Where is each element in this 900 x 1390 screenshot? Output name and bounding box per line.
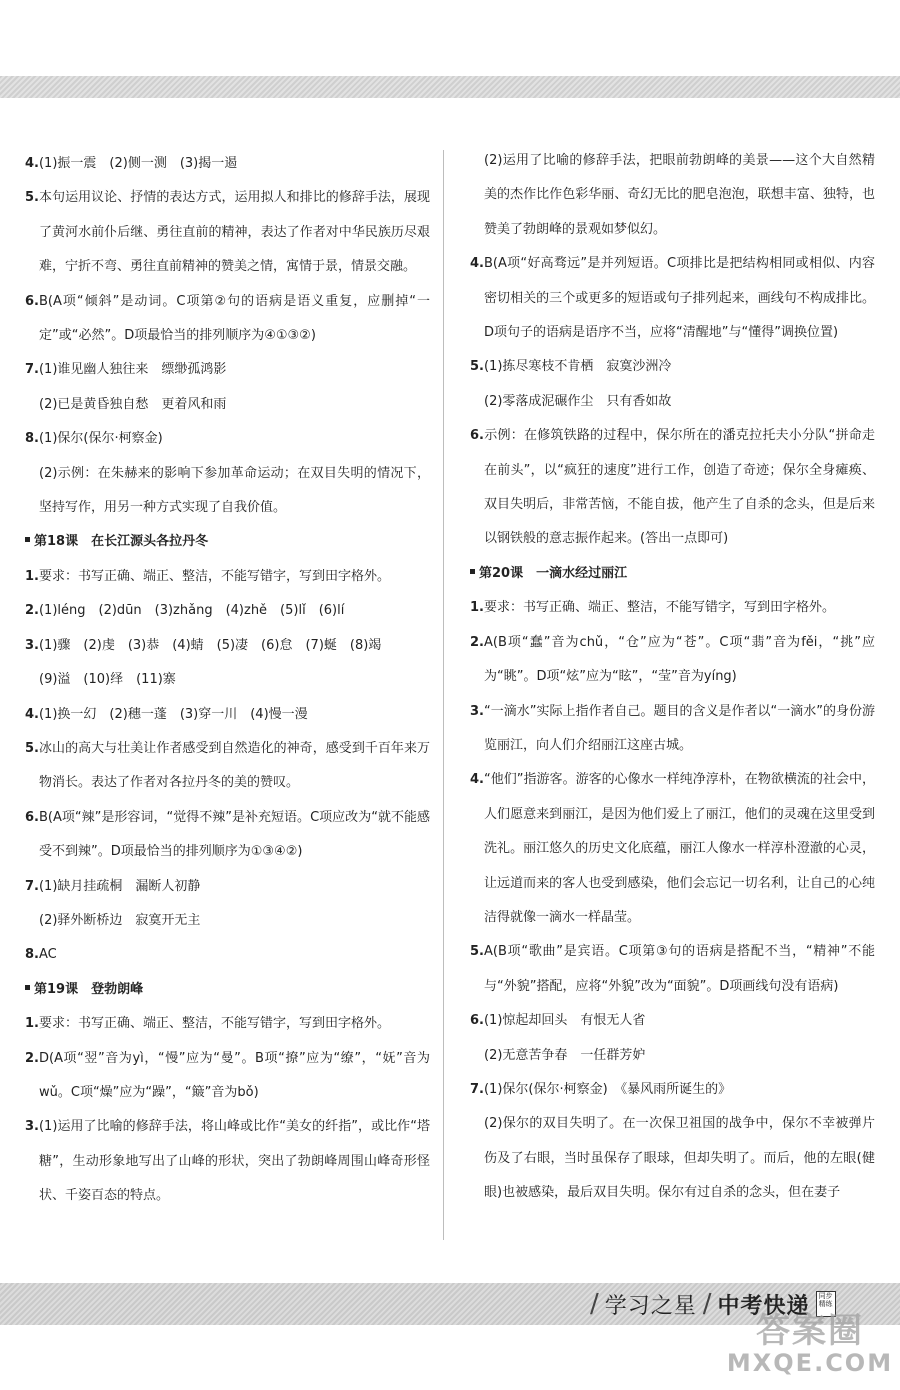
answer-item [25, 870, 430, 904]
answer-subitem [470, 385, 875, 419]
answer-number: 7. [25, 362, 39, 378]
answer-item [25, 147, 430, 181]
answer-text: (1)拣尽寒枝不肯栖 寂寞沙洲冷 [483, 359, 672, 375]
answer-text: (1)谁见幽人独往来 缥缈孤鸿影 [38, 362, 227, 378]
answer-text: 要求：书写正确、端正、整洁，不能写错字，写到田字格外。 [38, 1016, 390, 1032]
answer-number: 1. [25, 1016, 39, 1032]
answer-text: B(A项“倾斜”是动词。C项第②句的语病是语义重复，应删掉“一定”或“必然”。D项最恰当的排列顺序为④①③②) [38, 293, 430, 344]
answer-number: 6. [25, 809, 39, 825]
answer-number: 4. [470, 256, 484, 272]
answer-number: 3. [25, 1119, 39, 1135]
lesson-heading [25, 973, 430, 1007]
answer-number: 2. [25, 603, 39, 619]
answer-subitem [25, 904, 430, 938]
lesson-title: 第20课 一滴水经过丽江 [479, 565, 628, 581]
answer-item [25, 560, 430, 594]
answer-text: 要求：书写正确、端正、整洁，不能写错字，写到田字格外。 [38, 568, 390, 584]
watermark-title: 答案圈 [756, 1311, 864, 1351]
answer-subitem [25, 388, 430, 422]
answer-text: 冰山的高大与壮美让作者感受到自然造化的神奇，感受到千百年来万物消长。表达了作者对各拉丹冬的美的赞叹。 [38, 740, 430, 791]
brand-exam-express: 中考快递 [717, 1293, 810, 1319]
lesson-heading [25, 525, 430, 559]
answer-item [470, 763, 875, 935]
answer-item [470, 591, 875, 625]
answer-subitem [470, 144, 875, 247]
answer-number: 4. [25, 156, 39, 171]
answer-text: (9)溢 (10)绎 (11)寨 [39, 672, 176, 688]
answer-text: (1)惊起却回头 有恨无人省 [483, 1013, 646, 1029]
answer-number: 6. [25, 293, 39, 309]
answer-text: A(B项“歌曲”是宾语。C项第③句的语病是搭配不当，“精神”不能与“外貌”搭配，应将“外貌”改为“面貌”。D项画线句没有语病) [483, 944, 875, 994]
answer-text: (1)骤 (2)虔 (3)恭 (4)蜻 (5)凄 (6)怠 (7)蜒 (8)竭 [38, 637, 382, 653]
answer-text: (1)换一幻 (2)穗一蓬 (3)穿一川 (4)慢一漫 [38, 706, 308, 722]
watermark [725, 1312, 895, 1382]
answer-item [25, 594, 430, 628]
answer-text: (1)运用了比喻的修辞手法，将山峰或比作“美女的纤指”，或比作“塔糖”，生动形象地写出了山峰的形状，突出了勃朗峰周围山峰奇形怪状、千姿百态的特点。 [38, 1119, 430, 1204]
answer-text: (2)保尔的双目失明了。在一次保卫祖国的战争中，保尔不幸被弹片伤及了右眼，当时虽保存了眼球，但却失明了。而后，他的左眼(健眼)也被感染，最后双目失明。保尔有过自杀的念头，但在妻子 [484, 1116, 875, 1201]
answer-text: (2)驿外断桥边 寂寞开无主 [39, 912, 201, 928]
answer-item [470, 695, 875, 764]
brand-study-star: 学习之星 [604, 1293, 697, 1319]
answer-item [25, 938, 430, 972]
answer-item [470, 247, 875, 350]
answer-text: (2)无意苦争春 一任群芳妒 [484, 1047, 646, 1063]
lesson-heading [470, 557, 875, 591]
answer-text: 要求：书写正确、端正、整洁，不能写错字，写到田字格外。 [483, 600, 835, 616]
answer-text: (1)保尔(保尔·柯察金) 《暴风雨所诞生的》 [483, 1081, 732, 1097]
answer-text: 示例：在修筑铁路的过程中，保尔所在的潘克拉托夫小分队“拼命走在前头”，以“疯狂的速度”进行工作，创造了奇迹；保尔全身瘫痪、双目失明后，非常苦恼，不能自拔，他产生了自杀的念头，但是后来以钢铁般的意志振作起来。(答出一点即可) [483, 428, 875, 547]
answer-number: 8. [25, 431, 39, 447]
answer-number: 8. [25, 947, 39, 963]
answer-number: 5. [470, 359, 484, 375]
answer-text: (1)振一震 (2)侧一测 (3)揭一遏 [38, 156, 238, 171]
column-divider [443, 150, 444, 1240]
answer-item [470, 1004, 875, 1038]
answer-number: 6. [470, 428, 484, 444]
lesson-title: 第18课 在长江源头各拉丹冬 [34, 534, 209, 550]
answer-item [25, 1007, 430, 1041]
answer-item [470, 935, 875, 1004]
answer-item [25, 732, 430, 801]
square-bullet-icon [470, 569, 475, 574]
answer-subitem [25, 663, 430, 697]
answer-number: 3. [470, 703, 484, 719]
left-column [25, 147, 430, 1214]
answer-text: (2)已是黄昏独自愁 更着风和雨 [39, 396, 227, 412]
answer-subitem [470, 1107, 875, 1210]
answer-item [25, 181, 430, 284]
answer-text: “他们”指游客。游客的心像水一样纯净淳朴，在物欲横流的社会中，人们愿意来到丽江，是因为他们爱上了丽江，他们的灵魂在这里受到洗礼。丽江悠久的历史文化底蕴，丽江人像水一样淳朴澄澈的心灵，让远道而来的客人也受到感染，他们会忘记一切名利，让自己的心纯洁得就像一滴水一样晶莹。 [483, 772, 875, 925]
answer-item [25, 629, 430, 663]
answer-subitem [470, 1039, 875, 1073]
answer-text: “一滴水”实际上指作者自己。题目的含义是作者以“一滴水”的身份游览丽江，向人们介绍丽江这座古城。 [483, 703, 875, 753]
answer-item [470, 419, 875, 557]
header-band [0, 76, 900, 98]
answer-item [25, 801, 430, 870]
watermark-url: MXQE.COM [726, 1349, 894, 1377]
answer-item [25, 422, 430, 456]
answer-text: (1)léng (2)dūn (3)zhǎng (4)zhě (5)lǐ (6)lí [38, 603, 345, 619]
answer-number: 4. [25, 706, 39, 722]
answer-item [25, 285, 430, 354]
answer-number: 2. [25, 1050, 39, 1066]
answer-text: (2)运用了比喻的修辞手法，把眼前勃朗峰的美景——这个大自然精美的杰作比作色彩华丽、奇幻无比的肥皂泡泡，联想丰富、独特，也赞美了勃朗峰的景观如梦似幻。 [484, 153, 875, 237]
answer-item [25, 353, 430, 387]
answer-text: D(A项“翌”音为yì，“慢”应为“曼”。B项“撩”应为“缭”，“妩”音为wǔ。C项“燥”应为“躁”，“簸”音为bǒ) [38, 1050, 430, 1100]
answer-item [25, 698, 430, 732]
brand-badge: 同步精练 [816, 1291, 836, 1317]
answer-number: 1. [470, 600, 484, 616]
answer-text: AC [38, 947, 57, 963]
answer-text: 本句运用议论、抒情的表达方式，运用拟人和排比的修辞手法，展现了黄河水前仆后继、勇往直前的精神，表达了作者对中华民族历尽艰难，宁折不弯、勇往直前精神的赞美之情，寓情于景，情景交融。 [38, 190, 430, 275]
answer-number: 5. [25, 190, 39, 206]
answer-text: (2)示例：在朱赫来的影响下参加革命运动；在双目失明的情况下，坚持写作，用另一种方式实现了自我价值。 [39, 465, 430, 516]
answer-item [470, 1073, 875, 1107]
answer-item [25, 1042, 430, 1111]
answer-number: 5. [25, 740, 39, 756]
square-bullet-icon [25, 537, 30, 542]
right-column [470, 144, 875, 1211]
answer-number: 1. [25, 568, 39, 584]
answer-number: 5. [470, 944, 484, 960]
answer-subitem [25, 457, 430, 526]
answer-item [25, 1110, 430, 1213]
answer-number: 4. [470, 772, 484, 788]
answer-text: (1)保尔(保尔·柯察金) [38, 431, 163, 447]
answer-item [470, 350, 875, 384]
answer-text: B(A项“辣”是形容词，“觉得不辣”是补充短语。C项应改为“就不能感受不到辣”。D项最恰当的排列顺序为①③④②) [38, 809, 430, 860]
square-bullet-icon [25, 985, 30, 990]
answer-text: A(B项“蠢”音为chǔ，“仓”应为“苍”。C项“翡”音为fěi，“挑”应为“眺”。D项“炫”应为“眩”，“莹”音为yíng) [483, 634, 875, 685]
lesson-title: 第19课 登勃朗峰 [34, 981, 144, 997]
answer-item [470, 626, 875, 695]
brand-slash-2: / [702, 1289, 712, 1319]
answer-text: (1)缺月挂疏桐 漏断人初静 [38, 878, 201, 894]
answer-number: 7. [25, 878, 39, 894]
brand-slash: / [590, 1289, 599, 1319]
answer-number: 3. [25, 637, 39, 653]
answer-text: (2)零落成泥碾作尘 只有香如故 [484, 393, 672, 409]
answer-number: 7. [470, 1081, 484, 1097]
answer-number: 6. [470, 1013, 484, 1029]
answer-text: B(A项“好高骛远”是并列短语。C项排比是把结构相同或相似、内容密切相关的三个或更多的短语或句子排列起来，画线句不构成排比。D项句子的语病是语序不当，应将“清醒地”与“懂得”调换位置) [483, 256, 875, 341]
answer-number: 2. [470, 634, 484, 650]
